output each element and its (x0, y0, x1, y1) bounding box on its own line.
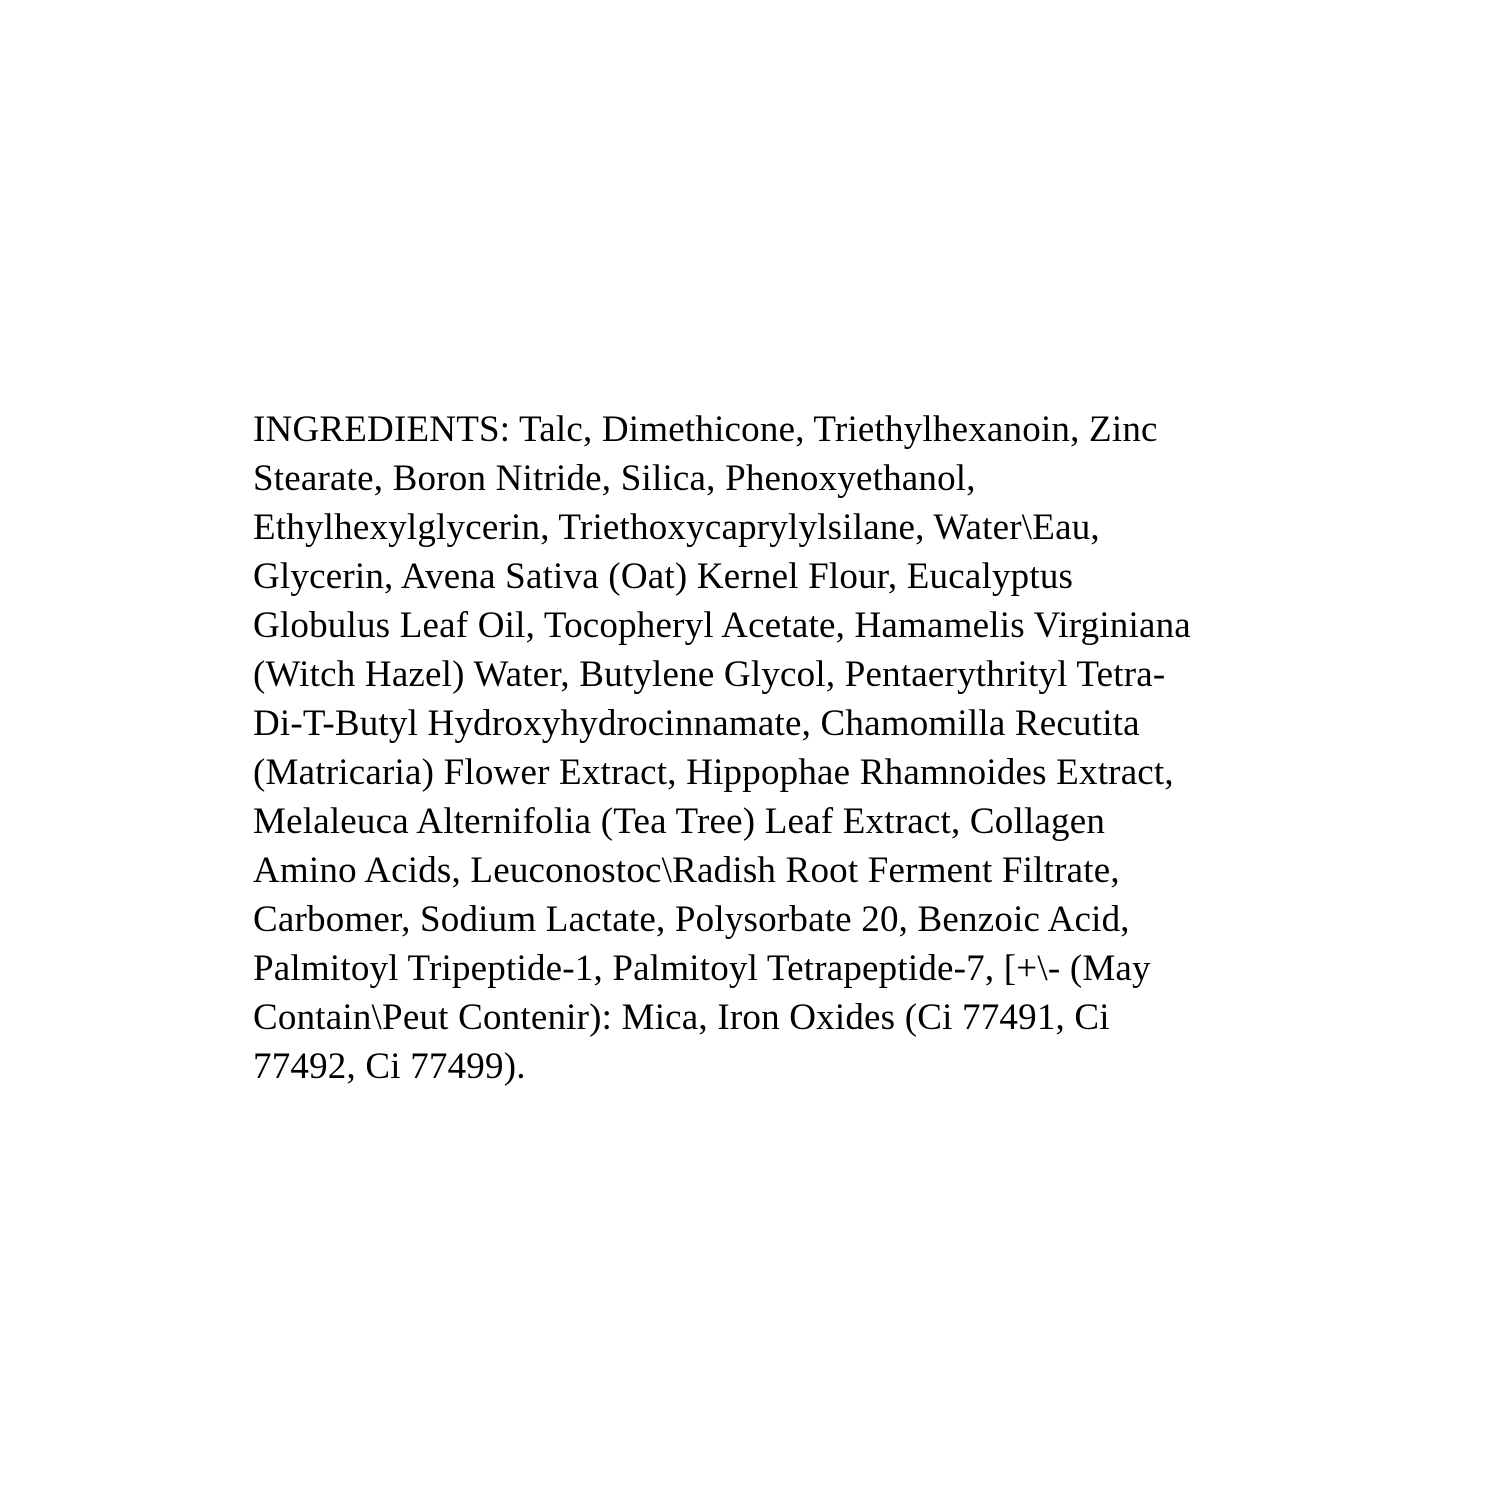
text-line: Stearate, Boron Nitride, Silica, Phenoxyethanol, (253, 458, 976, 499)
text-line: (Witch Hazel) Water, Butylene Glycol, Pentaerythrityl Tetra- (253, 654, 1166, 695)
text-line: (Matricaria) Flower Extract, Hippophae Rhamnoides Extract, (253, 752, 1174, 793)
ingredients-paragraph (253, 405, 1263, 1091)
text-line: Amino Acids, Leuconostoc\Radish Root Ferment Filtrate, (253, 850, 1120, 891)
text-line: 77492, Ci 77499). (253, 1046, 526, 1087)
text-line: INGREDIENTS: Talc, Dimethicone, Triethylhexanoin, Zinc (253, 409, 1158, 450)
text-line: Palmitoyl Tripeptide-1, Palmitoyl Tetrapeptide-7, [+\- (May (253, 948, 1151, 989)
text-line: Melaleuca Alternifolia (Tea Tree) Leaf Extract, Collagen (253, 801, 1106, 842)
text-line: Carbomer, Sodium Lactate, Polysorbate 20, Benzoic Acid, (253, 899, 1130, 940)
text-line: Globulus Leaf Oil, Tocopheryl Acetate, Hamamelis Virginiana (253, 605, 1191, 646)
text-line: Contain\Peut Contenir): Mica, Iron Oxides (Ci 77491, Ci (253, 997, 1110, 1038)
text-line: Di-T-Butyl Hydroxyhydrocinnamate, Chamomilla Recutita (253, 703, 1140, 744)
text-line: Glycerin, Avena Sativa (Oat) Kernel Flour, Eucalyptus (253, 556, 1074, 597)
text-line: Ethylhexylglycerin, Triethoxycaprylylsilane, Water\Eau, (253, 507, 1100, 548)
